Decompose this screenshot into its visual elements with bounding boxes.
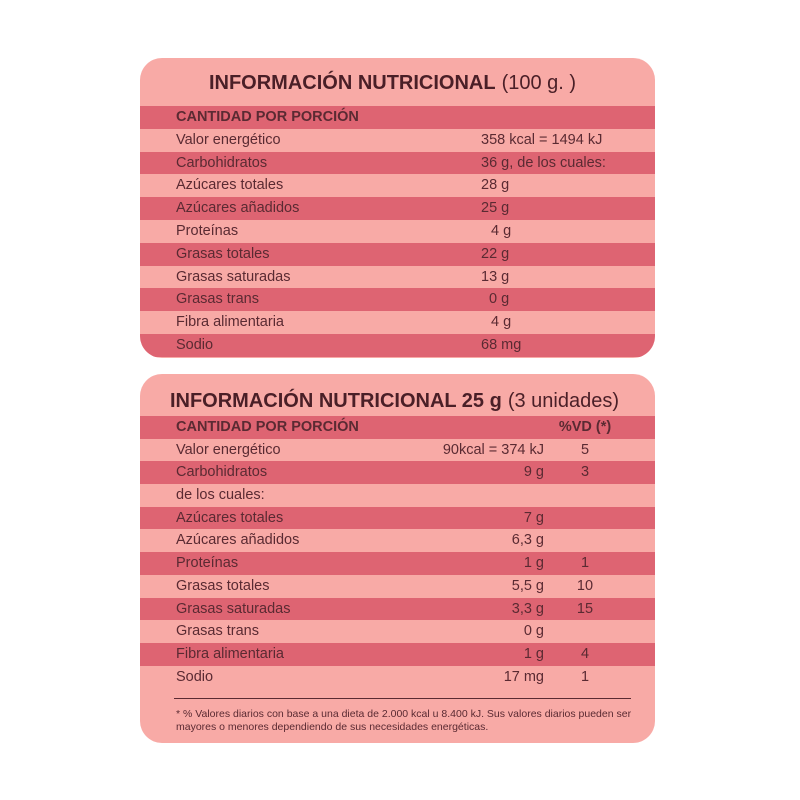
table-row: Grasas trans 0 g: [176, 623, 544, 640]
table-row: Carbohidratos 9 g 3: [140, 461, 655, 484]
table-header-row: CANTIDAD POR PORCIÓN: [140, 106, 655, 129]
table-header-row: CANTIDAD POR PORCIÓN %VD (*): [140, 416, 655, 439]
table-row: Valor energético 358 kcal = 1494 kJ: [176, 131, 603, 148]
footnote-divider: [174, 698, 631, 699]
table-row: Proteínas 1 g 1: [140, 552, 655, 575]
table-row: Grasas totales 22 g: [140, 243, 655, 266]
nutrition-table-25g: [140, 374, 655, 743]
table-row: Fibra alimentaria 4 g: [176, 314, 512, 331]
table-row: Carbohidratos 36 g, de los cuales:: [140, 152, 655, 175]
table-rows: [140, 416, 655, 688]
table-row: Sodio 17 mg 1: [176, 668, 590, 685]
table-row: Grasas trans 0 g: [140, 288, 655, 311]
table-row: Valor energético 90kcal = 374 kJ 5: [176, 441, 590, 458]
table-row: Azúcares añadidos 25 g: [140, 197, 655, 220]
table-title: INFORMACIÓN NUTRICIONAL (100 g. ): [208, 72, 577, 94]
table-row: Azúcares añadidos 6,3 g: [176, 532, 544, 549]
nutrition-table-100g: [140, 58, 655, 358]
table-row: Fibra alimentaria 1 g 4: [140, 643, 655, 666]
table-row: Proteínas 4 g: [176, 222, 512, 239]
table-row: Azúcares totales 7 g: [140, 507, 655, 530]
table-row: Grasas saturadas 13 g: [176, 268, 510, 285]
table-row: Grasas totales 5,5 g 10: [176, 577, 594, 594]
table-row: Azúcares totales 28 g: [176, 177, 510, 194]
table-rows: [140, 106, 655, 357]
table-row: Grasas saturadas 3,3 g 15: [140, 598, 655, 621]
table-title: INFORMACIÓN NUTRICIONAL 25 g (3 unidades): [169, 390, 620, 412]
table-row: Sodio 68 mg: [140, 334, 655, 357]
footnote: * % Valores diarios con base a una dieta de 2.000 kcal u 8.400 kJ. Sus valores diarios pueden ser mayores o menores dependiendo de sus necesidades energéticas.: [176, 708, 632, 733]
table-row: de los cuales:: [176, 487, 265, 504]
